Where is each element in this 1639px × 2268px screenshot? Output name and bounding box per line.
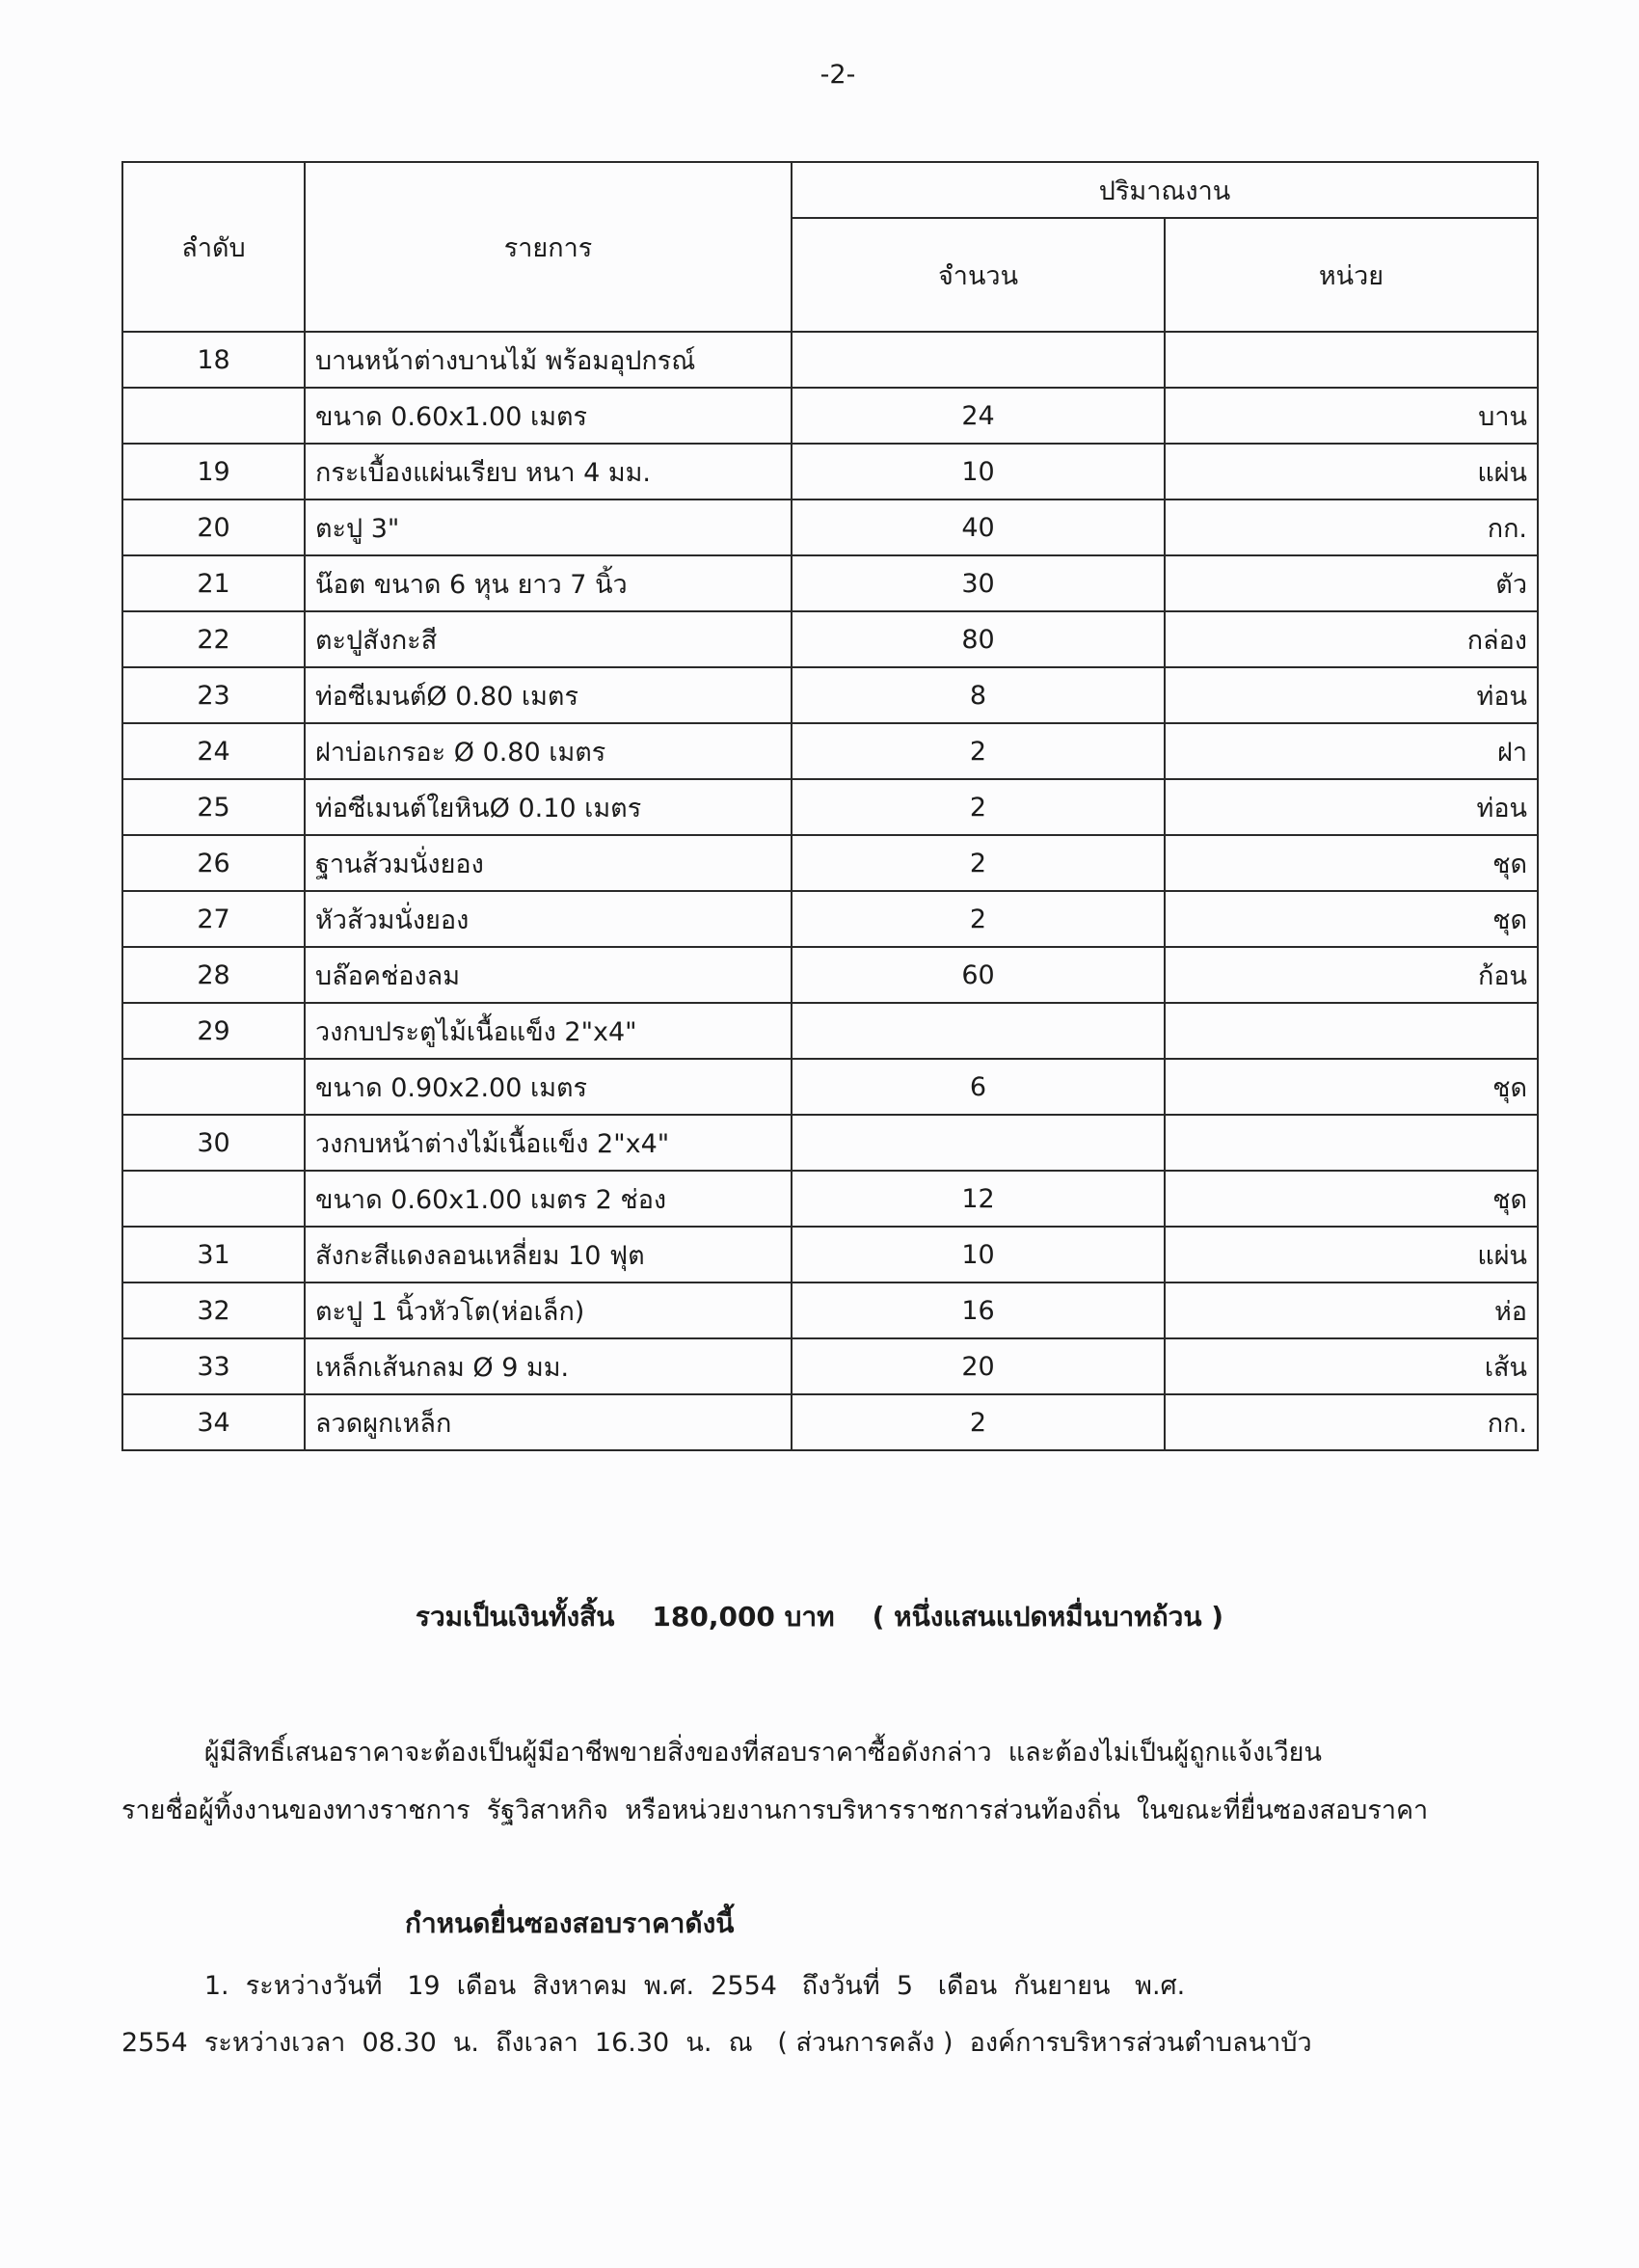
- table-row: [122, 1059, 1538, 1115]
- table-row: [122, 667, 1538, 723]
- cell-unit: ชุด: [1165, 835, 1538, 891]
- cell-description: ฝาบ่อเกรอะ Ø 0.80 เมตร: [305, 723, 792, 779]
- total-words: ( หนึ่งแสนแปดหมื่นบาทถ้วน ): [872, 1601, 1224, 1633]
- table-row: [122, 723, 1538, 779]
- cell-unit: กก.: [1165, 1394, 1538, 1450]
- cell-amount: 24: [792, 388, 1165, 444]
- total-amount: 180,000 บาท: [652, 1601, 835, 1633]
- table-row: [122, 1227, 1538, 1282]
- table-row: [122, 947, 1538, 1003]
- cell-order: 32: [122, 1282, 305, 1338]
- cell-order: 22: [122, 611, 305, 667]
- cell-order: 28: [122, 947, 305, 1003]
- cell-amount: [792, 1003, 1165, 1059]
- cell-amount: 10: [792, 444, 1165, 500]
- cell-amount: [792, 1115, 1165, 1171]
- table-row: [122, 1115, 1538, 1171]
- table-header-row: [122, 162, 1538, 218]
- cell-amount: 60: [792, 947, 1165, 1003]
- cell-description: ท่อซีเมนต์Ø 0.80 เมตร: [305, 667, 792, 723]
- cell-description: วงกบประตูไม้เนื้อแข็ง 2"x4": [305, 1003, 792, 1059]
- cell-order: 23: [122, 667, 305, 723]
- cell-description: ท่อซีเมนต์ใยหินØ 0.10 เมตร: [305, 779, 792, 835]
- cell-unit: กล่อง: [1165, 611, 1538, 667]
- table-row: [122, 835, 1538, 891]
- cell-order: 20: [122, 500, 305, 555]
- table-row: [122, 1171, 1538, 1227]
- eligibility-line-2: รายชื่อผู้ทิ้งงานของทางราชการ รัฐวิสาหกิจ หรือหน่วยงานการบริหารราชการส่วนท้องถิ่น ในขณะที่ยื่นซองสอบราคา: [121, 1796, 1429, 1825]
- cell-description: ขนาด 0.60x1.00 เมตร 2 ช่อง: [305, 1171, 792, 1227]
- cell-description: สังกะสีแดงลอนเหลี่ยม 10 ฟุต: [305, 1227, 792, 1282]
- cell-description: น๊อต ขนาด 6 หุน ยาว 7 นิ้ว: [305, 555, 792, 611]
- grand-total: [0, 1596, 1639, 1638]
- cell-order: [122, 388, 305, 444]
- cell-unit: บาน: [1165, 388, 1538, 444]
- eligibility-line-1: ผู้มีสิทธิ์เสนอราคาจะต้องเป็นผู้มีอาชีพขายสิ่งของที่สอบราคาซื้อดังกล่าว และต้องไม่เป็นผู้ถูกแจ้งเวียน: [121, 1738, 1322, 1768]
- cell-description: บล๊อคช่องลม: [305, 947, 792, 1003]
- cell-amount: 30: [792, 555, 1165, 611]
- cell-amount: 8: [792, 667, 1165, 723]
- cell-description: ตะปู 3": [305, 500, 792, 555]
- cell-unit: [1165, 1115, 1538, 1171]
- cell-unit: เส้น: [1165, 1338, 1538, 1394]
- table-row: [122, 1282, 1538, 1338]
- cell-amount: 80: [792, 611, 1165, 667]
- cell-amount: 2: [792, 1394, 1165, 1450]
- cell-description: ฐานส้วมนั่งยอง: [305, 835, 792, 891]
- total-label: รวมเป็นเงินทั้งสิ้น: [415, 1601, 615, 1633]
- cell-description: กระเบื้องแผ่นเรียบ หนา 4 มม.: [305, 444, 792, 500]
- cell-description: เหล็กเส้นกลม Ø 9 มม.: [305, 1338, 792, 1394]
- cell-amount: 6: [792, 1059, 1165, 1115]
- submission-line-2: 2554 ระหว่างเวลา 08.30 น. ถึงเวลา 16.30 น. ณ ( ส่วนการคลัง ) องค์การบริหารส่วนตำบลนาบัว: [121, 2028, 1312, 2058]
- table-row: [122, 1394, 1538, 1450]
- cell-unit: ท่อน: [1165, 779, 1538, 835]
- cell-amount: 2: [792, 835, 1165, 891]
- cell-unit: ห่อ: [1165, 1282, 1538, 1338]
- table-row: [122, 500, 1538, 555]
- page-number: -2-: [820, 60, 856, 90]
- cell-order: 24: [122, 723, 305, 779]
- header-unit: หน่วย: [1165, 218, 1538, 332]
- table-row: [122, 779, 1538, 835]
- cell-unit: แผ่น: [1165, 1227, 1538, 1282]
- cell-order: 19: [122, 444, 305, 500]
- cell-amount: 2: [792, 723, 1165, 779]
- cell-description: ตะปู 1 นิ้วหัวโต(ห่อเล็ก): [305, 1282, 792, 1338]
- cell-amount: 20: [792, 1338, 1165, 1394]
- cell-order: 21: [122, 555, 305, 611]
- cell-order: [122, 1171, 305, 1227]
- cell-order: 18: [122, 332, 305, 388]
- cell-unit: แผ่น: [1165, 444, 1538, 500]
- cell-description: ขนาด 0.60x1.00 เมตร: [305, 388, 792, 444]
- cell-description: บานหน้าต่างบานไม้ พร้อมอุปกรณ์: [305, 332, 792, 388]
- table-row: [122, 611, 1538, 667]
- cell-amount: 16: [792, 1282, 1165, 1338]
- cell-order: 33: [122, 1338, 305, 1394]
- cell-amount: 10: [792, 1227, 1165, 1282]
- submission-line-1: 1. ระหว่างวันที่ 19 เดือน สิงหาคม พ.ศ. 2554 ถึงวันที่ 5 เดือน กันยายน พ.ศ.: [121, 1971, 1186, 2001]
- cell-order: [122, 1059, 305, 1115]
- cell-amount: 12: [792, 1171, 1165, 1227]
- table-row: [122, 1003, 1538, 1059]
- cell-order: 30: [122, 1115, 305, 1171]
- cell-description: หัวส้วมนั่งยอง: [305, 891, 792, 947]
- cell-order: 29: [122, 1003, 305, 1059]
- cell-unit: ท่อน: [1165, 667, 1538, 723]
- cell-amount: 40: [792, 500, 1165, 555]
- cell-description: วงกบหน้าต่างไม้เนื้อแข็ง 2"x4": [305, 1115, 792, 1171]
- table-row: [122, 891, 1538, 947]
- table-row: [122, 1338, 1538, 1394]
- cell-unit: ชุด: [1165, 1059, 1538, 1115]
- cell-unit: [1165, 1003, 1538, 1059]
- table-row: [122, 388, 1538, 444]
- header-quantity-group: ปริมาณงาน: [792, 162, 1538, 218]
- cell-order: 31: [122, 1227, 305, 1282]
- cell-order: 34: [122, 1394, 305, 1450]
- cell-unit: ก้อน: [1165, 947, 1538, 1003]
- cell-description: ลวดผูกเหล็ก: [305, 1394, 792, 1450]
- cell-amount: [792, 332, 1165, 388]
- cell-unit: ชุด: [1165, 891, 1538, 947]
- cell-description: ตะปูสังกะสี: [305, 611, 792, 667]
- table-row: [122, 555, 1538, 611]
- cell-amount: 2: [792, 779, 1165, 835]
- table-body: [122, 332, 1538, 1450]
- header-description: รายการ: [305, 162, 792, 332]
- cell-unit: ฝา: [1165, 723, 1538, 779]
- header-order: ลำดับ: [122, 162, 305, 332]
- cell-order: 27: [122, 891, 305, 947]
- header-amount: จำนวน: [792, 218, 1165, 332]
- cell-description: ขนาด 0.90x2.00 เมตร: [305, 1059, 792, 1115]
- cell-amount: 2: [792, 891, 1165, 947]
- cell-unit: ชุด: [1165, 1171, 1538, 1227]
- cell-order: 25: [122, 779, 305, 835]
- cell-unit: [1165, 332, 1538, 388]
- cell-order: 26: [122, 835, 305, 891]
- submission-heading: กำหนดยื่นซองสอบราคาดังนี้: [405, 1907, 735, 1939]
- table-row: [122, 332, 1538, 388]
- table-row: [122, 444, 1538, 500]
- items-table: [121, 161, 1539, 1451]
- cell-unit: กก.: [1165, 500, 1538, 555]
- cell-unit: ตัว: [1165, 555, 1538, 611]
